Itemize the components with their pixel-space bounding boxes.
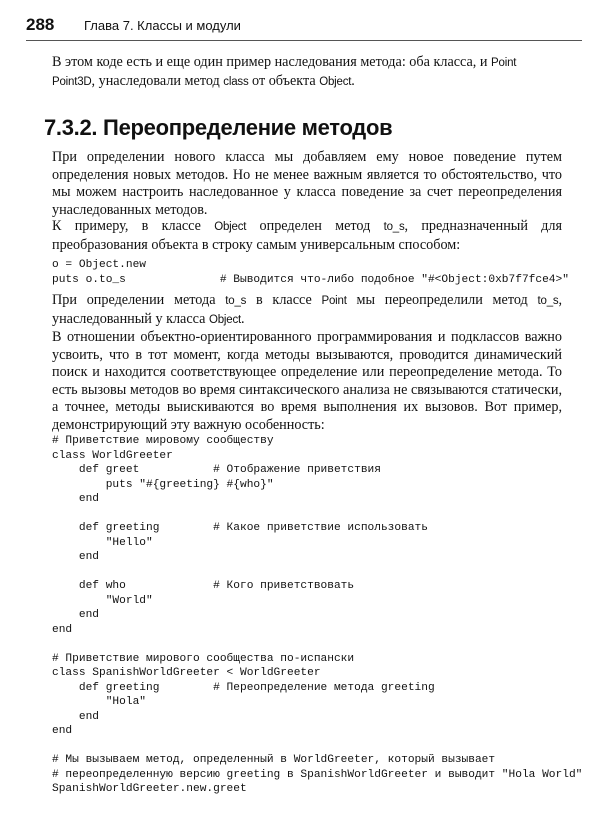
- paragraph-overriding-intro: При определении нового класса мы добавляем ему новое поведение путем определения новых методов. Но не менее важным является то обстоятельство, что мы можем настроить наследованное у класса поведение за счет переопределения унаследованных методов.: [52, 149, 562, 218]
- running-header: [26, 14, 586, 36]
- inline-code: to_s: [537, 295, 559, 307]
- inline-code: class: [223, 75, 249, 88]
- intro-paragraph: В этом коде есть и еще один пример наследования метода: оба класса, и Point Point3D, унаследовали метод class от объекта Object.: [52, 54, 517, 89]
- paragraph-dynamic-lookup: В отношении объектно-ориентированного программирования и подклассов важно усвоить, что в тот момент, когда методы вызываются, проводится динамический поиск и находится соответствующее определение или переопределение метода. То есть вызовы методов во время синтаксического анализа не связываются статически, а точнее, методы выискиваются во время выполнения их вызовов. Вот пример, демонстрирующий эту важную особенность:: [52, 329, 562, 433]
- inline-code: Point: [321, 295, 347, 307]
- header-divider: [26, 40, 582, 41]
- paragraph-object-to-s: К примеру, в классе Object определен метод to_s, предназначенный для преобразования объекта в строку самым универсальным способом:: [52, 218, 562, 253]
- code-listing-object: o = Object.new puts o.to_s # Выводится что-либо подобное "#<Object:0xb7f7fce4>": [52, 259, 569, 286]
- inline-code: Object: [208, 313, 242, 326]
- inline-code: Point: [491, 57, 517, 69]
- page-number: 288: [26, 15, 55, 34]
- inline-code: Object: [214, 221, 247, 233]
- paragraph-point-to-s: При определении метода to_s в классе Point мы переопределили метод to_s, унаследованный у класса Object.: [52, 292, 562, 327]
- chapter-title: Глава 7. Классы и модули: [84, 18, 241, 33]
- inline-code: Object: [319, 75, 352, 88]
- inline-code: to_s: [225, 295, 247, 307]
- inline-code: to_s: [383, 221, 405, 233]
- code-listing-greeter: # Приветствие мировому сообществу class WorldGreeter def greet # Отображение приветствия puts "#{greeting} #{who}" end def greeting # Какое приветствие использовать "Hello" end def who # Кого приветствовать "World" end end # Приветствие мирового сообщества по-испански class SpanishWorldGreeter < WorldGreeter def greeting # Переопределение метода greeting "Hola" end end # Мы вызываем метод, определенный в WorldGreeter, который вызывает # переопределенную версию greeting в SpanishWorldGreeter и выводит "Hola World" SpanishWorldGreeter.new.greet: [52, 435, 583, 795]
- inline-code: Point3D: [52, 75, 92, 88]
- section-heading: 7.3.2. Переопределение методов: [44, 115, 393, 140]
